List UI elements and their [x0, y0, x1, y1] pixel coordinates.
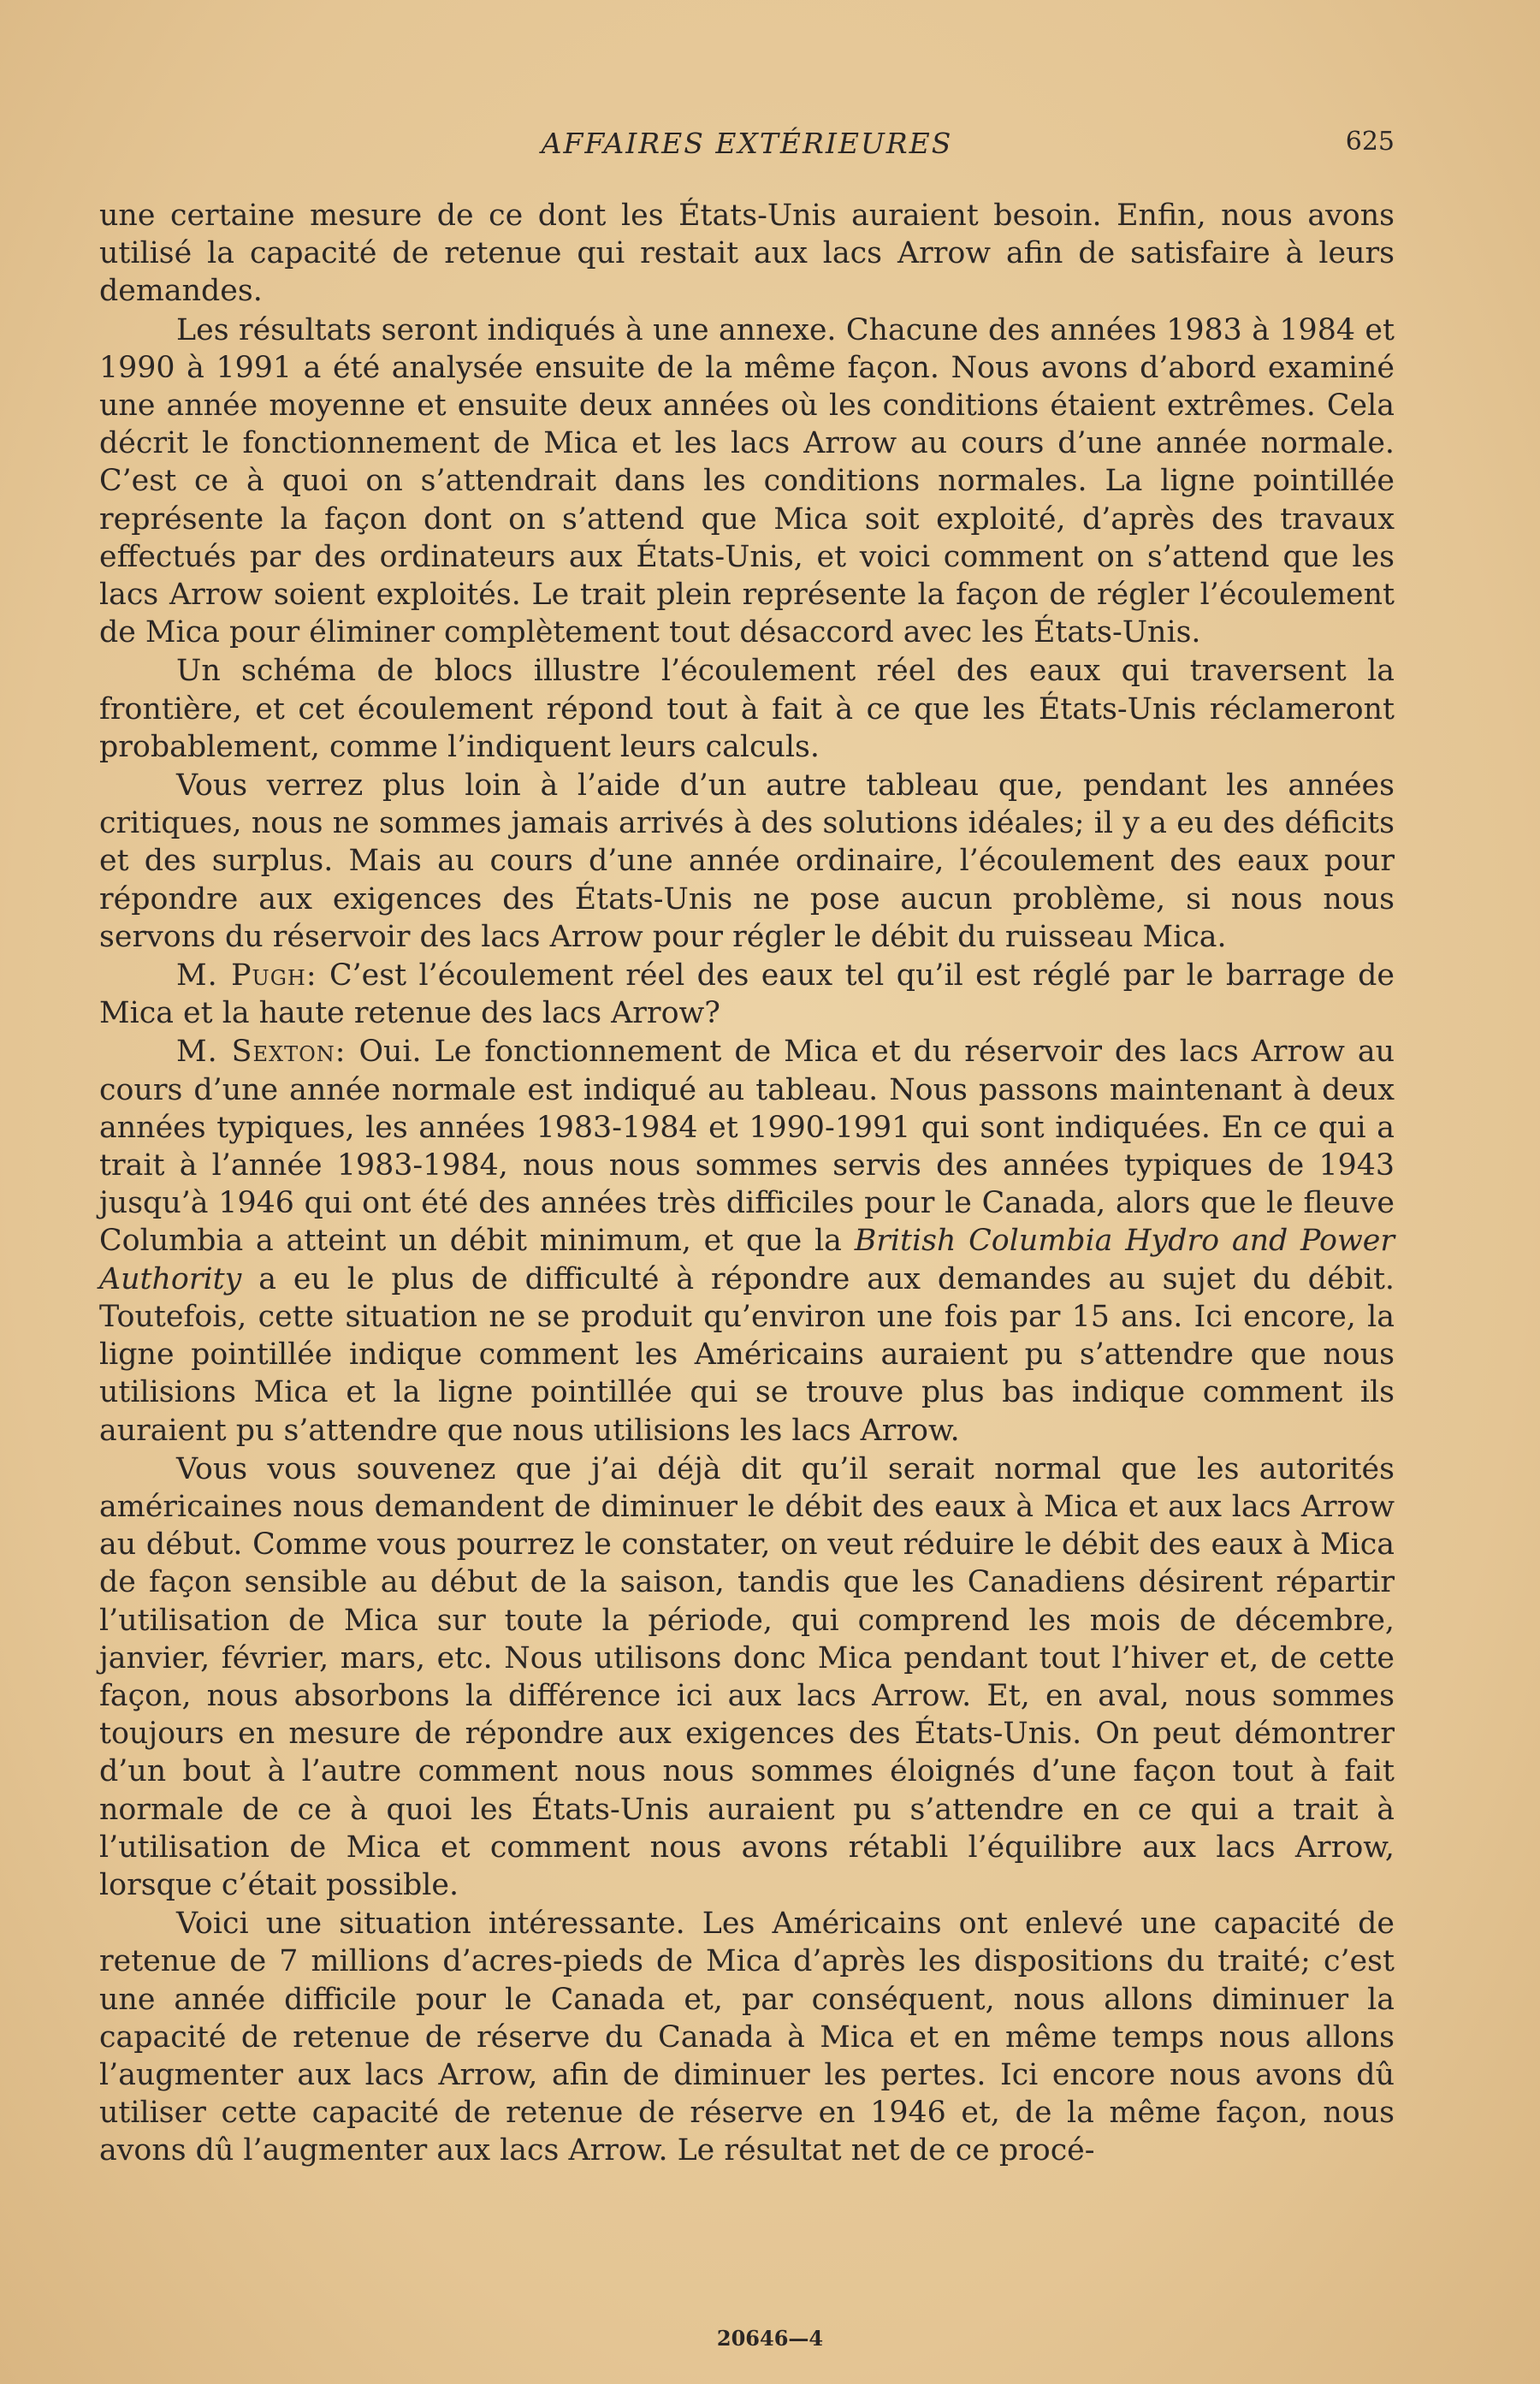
paragraph-5-text: C’est l’écoulement réel des eaux tel qu’il est réglé par le barrage de Mica et la haute retenue des lacs Arrow? — [99, 958, 1395, 1031]
print-code: 20646—4 — [716, 2326, 824, 2351]
speaker-pugh: M. Pugh: — [176, 958, 317, 993]
page-header — [99, 127, 1395, 169]
paragraph-6-text-b: a eu le plus de difficulté à répondre aux demandes au sujet du débit. Toutefois, cette situation ne se produit qu’environ une fois par 15 ans. Ici encore, la ligne pointillée indique comment les Américains auraient pu s’attendre que nous utilisions Mica et la ligne pointillée qui se trouve plus bas indique comment ils auraient pu s’attendre que nous utilisions les lacs Arrow. — [99, 1261, 1395, 1448]
paragraph-5 — [99, 957, 1395, 1032]
body-text — [99, 197, 1395, 2171]
speaker-sexton: M. Sexton: — [176, 1035, 346, 1070]
paragraph-6-text-a: Oui. Le fonctionnement de Mica et du réservoir des lacs Arrow au cours d’une année normale est indiqué au tableau. Nous passons maintenant à deux années typiques, les années 1983-1984 et 1990-1991 qui sont indiquées. En ce qui a trait à l’année 1983-1984, nous nous sommes servis des années typiques de 1943 jusqu’à 1946 qui ont été des années très difficiles pour le Canada, alors que le fleuve Columbia a atteint un débit minimum, et que la — [99, 1035, 1395, 1259]
paragraph-8: Voici une situation intéressante. Les Américains ont enlevé une capacité de retenue de 7 millions d’acres-pieds de Mica d’après les dispositions du traité; c’est une année difficile pour le Canada et, par conséquent, nous allons diminuer la capacité de retenue de réserve du Canada à Mica et en même temps nous allons l’augmenter aux lacs Arrow, afin de diminuer les pertes. Ici encore nous avons dû utiliser cette capacité de retenue de réserve en 1946 et, de la même façon, nous avons dû l’augmenter aux lacs Arrow. Le résultat net de ce procé- — [99, 1907, 1395, 2168]
paragraph-3: Un schéma de blocs illustre l’écoulement réel des eaux qui traversent la frontière, et cet écoulement répond tout à fait à ce que les États-Unis réclameront probablement, comme l’indiquent leurs calculs. — [99, 654, 1395, 764]
paragraph-6 — [99, 1033, 1395, 1449]
paragraph-1: une certaine mesure de ce dont les États-Unis auraient besoin. Enfin, nous avons utilisé la capacité de retenue qui restait aux lacs Arrow afin de satisfaire à leurs demandes. — [99, 199, 1395, 309]
paragraph-6-italic: British Columbia Hydro and Power Authority — [99, 1224, 1395, 1296]
paragraph-7: Vous vous souvenez que j’ai déjà dit qu’il serait normal que les autorités américaines nous demandent de diminuer le débit des eaux à Mica et aux lacs Arrow au début. Comme vous pourrez le constater, on veut réduire le débit des eaux à Mica de façon sensible au début de la saison, tandis que les Canadiens désirent répartir l’utilisation de Mica sur toute la période, qui comprend les mois de décembre, janvier, février, mars, etc. Nous utilisons donc Mica pendant tout l’hiver et, de cette façon, nous absorbons la différence ici aux lacs Arrow. Et, en aval, nous sommes toujours en mesure de répondre aux exigences des États-Unis. On peut démontrer d’un bout à l’autre comment nous nous sommes éloignés d’une façon tout à fait normale de ce à quoi les États-Unis auraient pu s’attendre en ce qui a trait à l’utilisation de Mica et comment nous avons rétabli l’équilibre aux lacs Arrow, lorsque c’était possible. — [99, 1451, 1395, 1902]
page-number: 625 — [1345, 127, 1395, 157]
paragraph-4: Vous verrez plus loin à l’aide d’un autre tableau que, pendant les années critiques, nous ne sommes jamais arrivés à des solutions idéales; il y a eu des déficits et des surplus. Mais au cours d’une année ordinaire, l’écoulement des eaux pour répondre aux exigences des États-Unis ne pose aucun problème, si nous nous servons du réservoir des lacs Arrow pour régler le débit du ruisseau Mica. — [99, 768, 1395, 954]
running-title: AFFAIRES EXTÉRIEURES — [541, 127, 953, 160]
paragraph-2: Les résultats seront indiqués à une annexe. Chacune des années 1983 à 1984 et 1990 à 1991 a été analysée ensuite de la même façon. Nous avons d’abord examiné une année moyenne et ensuite deux années où les conditions étaient extrêmes. Cela décrit le fonctionnement de Mica et les lacs Arrow au cours d’une année normale. C’est ce à quoi on s’attendrait dans les conditions normales. La ligne pointillée représente la façon dont on s’attend que Mica soit exploité, d’après des travaux effectués par des ordinateurs aux États-Unis, et voici comment on s’attend que les lacs Arrow soient exploités. Le trait plein représente la façon de régler l’écoulement de Mica pour éliminer complètement tout désaccord avec les États-Unis. — [99, 312, 1395, 650]
